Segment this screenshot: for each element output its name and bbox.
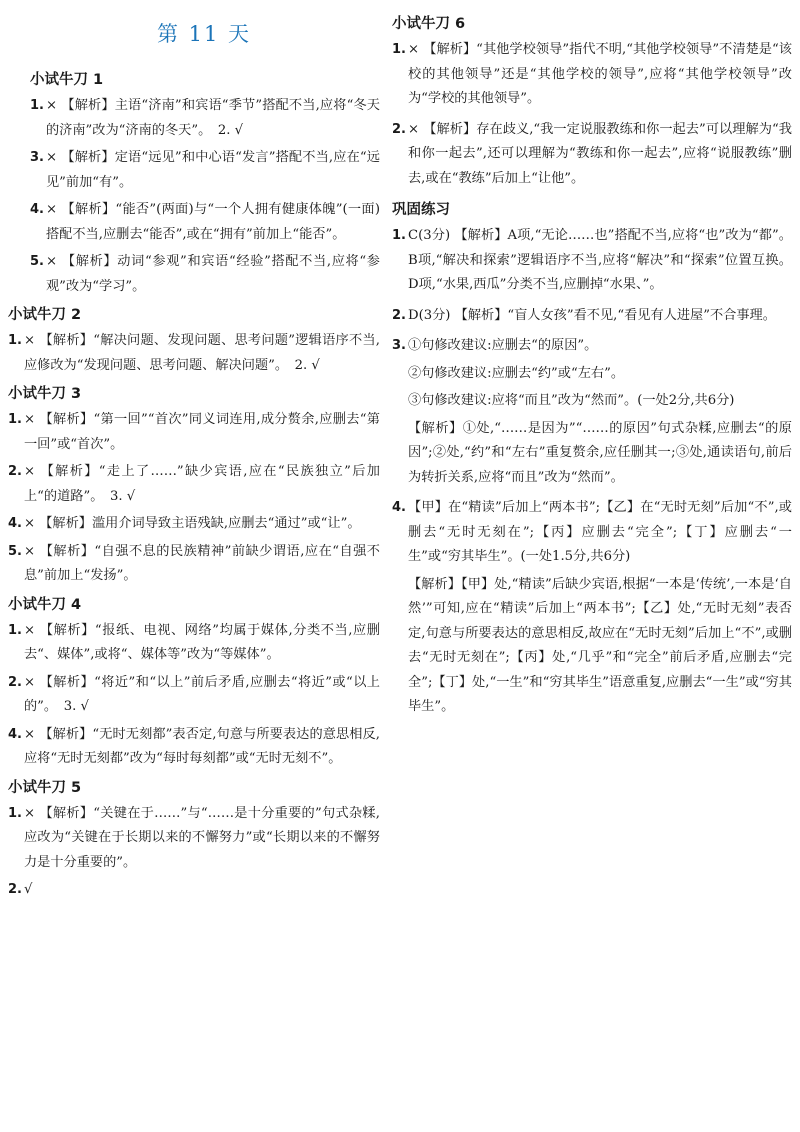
answer-item (392, 304, 792, 332)
item-number: 4. (8, 516, 22, 531)
answer-item (8, 198, 380, 247)
section-heading: 小试牛刀 1 (30, 72, 104, 88)
answer-body (408, 118, 792, 195)
page-title: 第 11 天 (156, 22, 252, 46)
section-heading: 小试牛刀 6 (392, 16, 466, 32)
answer-text: × 【解析】动词“参观”和宾语“经验”搭配不当,应将“参观”改为“学习”。 (46, 254, 380, 294)
answer-item (8, 878, 380, 903)
answer-text: × 【解析】“自强不息的民族精神”前缺少谓语,应在“自强不息”前加上“发扬”。 (24, 543, 380, 583)
item-number: 5. (8, 543, 22, 559)
answer-body (408, 304, 792, 332)
answer-item (8, 408, 380, 457)
item-number: 4. (8, 726, 22, 742)
answer-text: D(3分) 【解析】“盲人女孩”看不见,“看见有人进屋”不合事理。 (408, 307, 776, 323)
answer-item (392, 224, 792, 301)
answer-item (8, 619, 380, 668)
answer-body (408, 334, 792, 493)
answer-text: × 【解析】“能否”(两面)与“一个人拥有健康体魄”(一面)搭配不当,应删去“能否”,或在“拥有”前加上“能否”。 (46, 202, 380, 242)
item-number: 1. (8, 333, 22, 348)
item-number: 1. (8, 805, 22, 821)
answer-subline: ②句修改建议:应删去“约”或“左右”。 (408, 365, 625, 381)
answer-item (392, 334, 792, 493)
answer-item (8, 723, 380, 772)
left-sections (8, 70, 380, 903)
answer-item (392, 496, 792, 723)
item-number: 2. (8, 464, 22, 479)
item-number: 1. (30, 98, 44, 113)
right-column (392, 8, 792, 726)
answer-item (8, 250, 380, 299)
item-number: 4. (392, 500, 406, 515)
item-number: 2. (392, 307, 406, 323)
answer-text: × 【解析】“第一回”“首次”同义词连用,成分赘余,应删去“第一回”或“首次”。 (24, 412, 380, 452)
answer-item (8, 94, 380, 143)
answer-item (392, 118, 792, 195)
item-number: 2. (8, 882, 22, 897)
answer-body (408, 496, 792, 723)
item-number: 2. (392, 121, 406, 137)
answer-item (8, 540, 380, 589)
item-number: 5. (30, 254, 44, 269)
answer-subline: 【解析】①处,“……是因为”“……的原因”句式杂糅,应删去“的原因”;②处,“约”和“左右”重复赘余,应任删其一;③处,通读语句,前后为转折关系,应将“而且”改为“然而”。 (408, 420, 792, 485)
answer-item (8, 671, 380, 720)
item-number: 2. (8, 674, 22, 690)
answer-item (392, 38, 792, 115)
answer-text: × 【解析】“关键在于……”与“……是十分重要的”句式杂糅,应改为“关键在于长期以来的不懈努力”或“长期以来的不懈努力是十分重要的”。 (24, 805, 380, 870)
answer-item (8, 460, 380, 509)
answer-text: × 【解析】“其他学校领导”指代不明,“其他学校领导”不清楚是“该校的其他领导”还是“其他学校的领导”,应将“其他学校领导”改为“学校的其他领导”。 (408, 42, 792, 106)
answer-item (8, 512, 380, 537)
answer-text: × 【解析】“走上了……”缺少宾语,应在“民族独立”后加上“的道路”。 3. √ (24, 464, 380, 504)
right-sections (392, 14, 792, 723)
answer-subline: 【解析】【甲】处,“精读”后缺少宾语,根据“一本是‘传统’,一本是‘自然’”可知,应在“精读”后加上“两本书”;【乙】处,“无时无刻”表否定,句意与所要表达的意思相反,故应在“无时无刻”后加上“不”,或删去“无时无刻在”;【丙】处,“几乎”和“完全”前后矛盾,应删去“完全”;【丁】处,“一生”和“穷其毕生”语意重复,应删去“一生”或“穷其毕生”。 (408, 576, 792, 714)
answer-item (8, 802, 380, 876)
item-number: 4. (30, 202, 44, 217)
answer-text: × 【解析】滥用介词导致主语残缺,应删去“通过”或“让”。 (24, 516, 361, 531)
section-heading: 小试牛刀 4 (8, 596, 82, 613)
item-number: 3. (30, 150, 44, 165)
answer-text: × 【解析】主语“济南”和宾语“季节”搭配不当,应将“冬天的济南”改为“济南的冬天”。 2. √ (46, 98, 380, 138)
answer-body (408, 224, 792, 301)
section-heading: 小试牛刀 2 (8, 307, 82, 323)
item-number: 1. (392, 42, 406, 57)
item-number: 1. (392, 228, 406, 243)
section-heading: 小试牛刀 3 (8, 386, 82, 402)
section-heading: 巩固练习 (392, 202, 450, 218)
section-heading: 小试牛刀 5 (8, 779, 82, 796)
answer-subline: ③句修改建议:应将“而且”改为“然而”。(一处2分,共6分) (408, 393, 735, 408)
item-number: 3. (392, 338, 406, 353)
answer-text: C(3分) 【解析】A项,“无论……也”搭配不当,应将“也”改为“都”。B项,“解决和探索”逻辑语序不当,应将“解决”和“探索”位置互换。D项,“水果,西瓜”分类不当,应删掉“水果、”。 (408, 228, 792, 292)
item-number: 1. (8, 412, 22, 427)
answer-text: × 【解析】“无时无刻都”表否定,句意与所要表达的意思相反,应将“无时无刻都”改为“每时每刻都”或“无时无刻不”。 (24, 726, 380, 766)
item-number: 1. (8, 622, 22, 638)
answer-item (8, 146, 380, 195)
answer-text: × 【解析】“解决问题、发现问题、思考问题”逻辑语序不当,应修改为“发现问题、思考问题、解决问题”。 2. √ (24, 333, 380, 373)
answer-text: × 【解析】存在歧义,“我一定说服教练和你一起去”可以理解为“我和你一起去”,还可以理解为“教练和你一起去”,应将“说服教练”删去,或在“教练”后加上“让他”。 (408, 121, 792, 186)
answer-item (8, 329, 380, 378)
answer-text: × 【解析】定语“远见”和中心语“发言”搭配不当,应在“远见”前加“有”。 (46, 150, 380, 190)
answer-text: √ (24, 882, 33, 897)
answer-body (408, 38, 792, 115)
answer-text: 【甲】在“精读”后加上“两本书”;【乙】在“无时无刻”后加“不”,或删去“无时无刻在”;【丙】应删去“完全”;【丁】应删去“一生”或“穷其毕生”。(一处1.5分,共6分) (408, 500, 792, 564)
left-column (8, 0, 380, 906)
answer-text: ①句修改建议:应删去“的原因”。 (408, 338, 598, 353)
answer-text: × 【解析】“报纸、电视、网络”均属于媒体,分类不当,应删去“、媒体”,或将“、媒体等”改为“等媒体”。 (24, 622, 380, 662)
answer-text: × 【解析】“将近”和“以上”前后矛盾,应删去“将近”或“以上的”。 3. √ (24, 674, 380, 714)
